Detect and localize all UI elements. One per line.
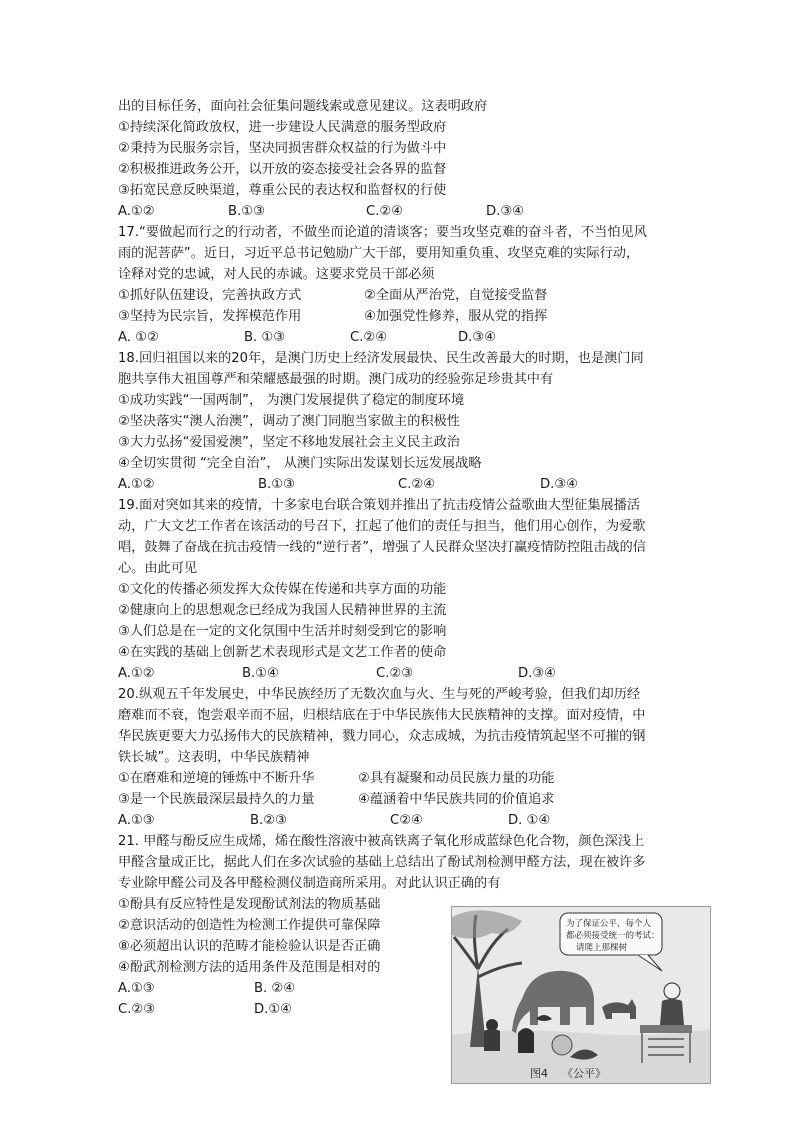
fishbowl-shape: [552, 1035, 572, 1055]
q20-stem: 华民族更要大力弘扬伟大的民族精神，戮力同心，众志成城，为抗击疫情筑起坚不可摧的钢: [118, 729, 646, 744]
q18-item: ①成功实践“一国两制”， 为澳门发展提供了稳定的制度环境: [118, 393, 465, 408]
q19-option-b: B.①④: [242, 666, 279, 681]
speech-bubble-tail: [638, 955, 662, 971]
penguin-shape: [518, 1028, 534, 1053]
q20-stem: 20.纵观五千年发展史，中华民族经历了无数次血与火、生与死的严峻考验，但我们却历经: [118, 687, 641, 702]
q18-option-b: B.①③: [258, 477, 295, 492]
q16-item: ②积极推进政务公开，以开放的姿态接受社会各界的监督: [118, 162, 447, 177]
q18-options: [118, 474, 718, 495]
q17-item: ③坚持为民宗旨，发挥模范作用: [118, 309, 302, 324]
q20-items-row: [118, 768, 718, 789]
q21-item: ①酚具有反应特性是发现酚试剂法的物质基础: [118, 897, 381, 912]
q19-stem: 19.面对突如其来的疫情，十多家电台联合策划并推出了抗击疫情公益歌曲大型征集展播活: [118, 498, 641, 513]
dog-shape: [602, 999, 636, 1019]
q21-option-c: C.②③: [118, 1002, 156, 1017]
q21-option-b: B. ②④: [254, 981, 296, 996]
q16-item: ①持续深化简政放权，进一步建设人民满意的服务型政府: [118, 120, 447, 135]
q19-option-a: A.①②: [118, 666, 155, 681]
q19-item: ②健康向上的思想观念已经成为我国人民精神世界的主流: [118, 603, 447, 618]
q17-option-b: B. ①③: [244, 330, 286, 345]
desk-top-shape: [640, 1025, 692, 1033]
q17-item: ②全面从严治党，自觉接受监督: [364, 288, 548, 303]
q16-item: ②秉持为民服务宗旨，坚决同损害群众权益的行为做斗中: [118, 141, 447, 156]
q21-stem: 专业除甲醛公司及各甲醛检测仪制造商所采用。对此认识正确的有: [118, 876, 501, 891]
q16-options: [118, 201, 718, 222]
q17-items-row: [118, 285, 718, 306]
q20-item: ②具有凝聚和动员民族力量的功能: [358, 771, 555, 786]
q19-stem: 动，广大文艺工作者在该活动的号召下，扛起了他们的责任与担当，他们用心创作，为爱歌: [118, 519, 646, 534]
q18-option-c: C.②④: [398, 477, 436, 492]
q17-stem: 诠释对党的忠诚，对人民的赤诚。这要求党员干部必须: [118, 267, 435, 282]
q20-item: ①在磨难和逆境的锤炼中不断升华: [118, 771, 315, 786]
q16-option-b: B.①③: [228, 204, 265, 219]
q16-item: ③拓宽民意反映渠道，尊重公民的表达权和监督权的行使: [118, 183, 447, 198]
q17-option-d: D.③④: [458, 330, 496, 345]
q17-items-row: [118, 306, 718, 327]
q18-stem: 胞共享伟大祖国尊严和荣耀感最强的时期。澳门成功的经验弥足珍贵其中有: [118, 372, 554, 387]
q19-option-d: D.③④: [518, 666, 556, 681]
q16-stem-tail: 出的目标任务，面向社会征集问题线索或意见建议。这表明政府: [118, 99, 488, 114]
q21-stem: 甲醛含量成正比，据此人们在多次试验的基础上总结出了酚试剂检测甲醛方法，现在被许多: [118, 855, 646, 870]
q16-option-c: C.②④: [366, 204, 404, 219]
q18-option-d: D.③④: [540, 477, 578, 492]
q17-item: ①抓好队伍建设，完善执政方式: [118, 288, 302, 303]
q20-option-d: D. ①④: [508, 813, 551, 828]
q18-option-a: A.①②: [118, 477, 155, 492]
figure-title: 《公平》: [562, 1067, 606, 1080]
q20-item: ③是一个民族最深层最持久的力量: [118, 792, 315, 807]
q20-stem: 铁长城”。这表明，中华民族精神: [118, 750, 310, 765]
q21-item: ⑧必须超出认识的范畴才能检验认识是否正确: [118, 939, 381, 954]
examiner-body-shape: [660, 999, 684, 1025]
q17-stem: 17.“要做起而行之的行动者，不做坐而论道的清谈客；要当攻坚克难的奋斗者，不当怕见风: [118, 225, 647, 240]
figure-label: 图4: [530, 1067, 548, 1080]
q19-options: [118, 663, 718, 684]
q19-stem: 唱，鼓舞了奋战在抗击疫情一线的“逆行者”，增强了人民群众坚决打赢疫情防控阻击战的信: [118, 540, 646, 555]
q21-stem: 21. 甲醛与酚反应生成烯，烯在酸性溶液中被高铁离子氧化形成蓝绿色化合物，颜色深浅上: [118, 834, 645, 849]
q20-option-b: B.②③: [250, 813, 287, 828]
tree-trunk-shape: [470, 967, 486, 1047]
q21-option-d: D.①④: [254, 1002, 292, 1017]
q20-options: [118, 810, 718, 831]
q18-stem: 18.回归祖国以来的20年，是澳门历史上经济发展最快、民生改善最大的时期，也是澳门同: [118, 351, 644, 366]
q19-stem: 心。由此可见: [118, 561, 198, 576]
q17-options: [118, 327, 718, 348]
cartoon-drawing: [452, 907, 710, 1083]
monkey-body-shape: [484, 1029, 500, 1051]
q16-option-d: D.③④: [486, 204, 524, 219]
q19-option-c: C.②③: [376, 666, 414, 681]
q20-option-c: C②④: [390, 813, 423, 828]
examiner-head-shape: [664, 983, 680, 999]
q21-item: ④酚武剂检测方法的适用条件及范围是相对的: [118, 960, 381, 975]
bird-shape: [536, 1015, 552, 1021]
q17-option-a: A. ①②: [118, 330, 159, 345]
speech-line-3: 请爬上那棵树: [576, 943, 628, 953]
q17-option-c: C.②④: [350, 330, 388, 345]
q16-option-a: A.①②: [118, 204, 155, 219]
q20-items-row: [118, 789, 718, 810]
fairness-cartoon: [451, 906, 711, 1084]
q17-item: ④加强党性修养，服从党的指挥: [364, 309, 548, 324]
speech-line-1: 为了保证公平，每个人: [566, 919, 652, 929]
q19-item: ①文化的传播必须发挥大众传媒在传递和共享方面的功能: [118, 582, 447, 597]
q21-option-a: A.①③: [118, 981, 155, 996]
q19-item: ③人们总是在一定的文化氛围中生活并时刻受到它的影响: [118, 624, 447, 639]
q18-item: ③大力弘扬“爱国爱澳”，坚定不移地发展社会主义民主政治: [118, 435, 460, 450]
tree-leaves-shape: [452, 910, 522, 938]
elephant-shape: [512, 971, 594, 1033]
q21-item: ②意识活动的创造性为检测工作提供可靠保障: [118, 918, 381, 933]
speech-line-2: 都必须接受统一的考试：: [566, 931, 660, 941]
q19-item: ④在实践的基础上创新艺术表现形式是文艺工作者的使命: [118, 645, 447, 660]
exam-page: [118, 96, 718, 1020]
q17-stem: 雨的泥菩萨”。近日，习近平总书记勉励广大干部，要用知重负重、攻坚克难的实际行动，: [118, 246, 640, 261]
q18-item: ②坚决落实“澳人治澳”，调动了澳门同胞当家做主的积极性: [118, 414, 460, 429]
q20-option-a: A.①③: [118, 813, 155, 828]
q20-stem: 磨难而不衰，饱尝艰辛而不屈，归根结底在于中华民族伟大民族精神的支撑。面对疫情，中: [118, 708, 646, 723]
q20-item: ④蕴涵着中华民族共同的价值追求: [358, 792, 555, 807]
q18-item: ④全切实贯彻 “完全自治”， 从澳门实际出发谋划长远发展战略: [118, 456, 482, 471]
